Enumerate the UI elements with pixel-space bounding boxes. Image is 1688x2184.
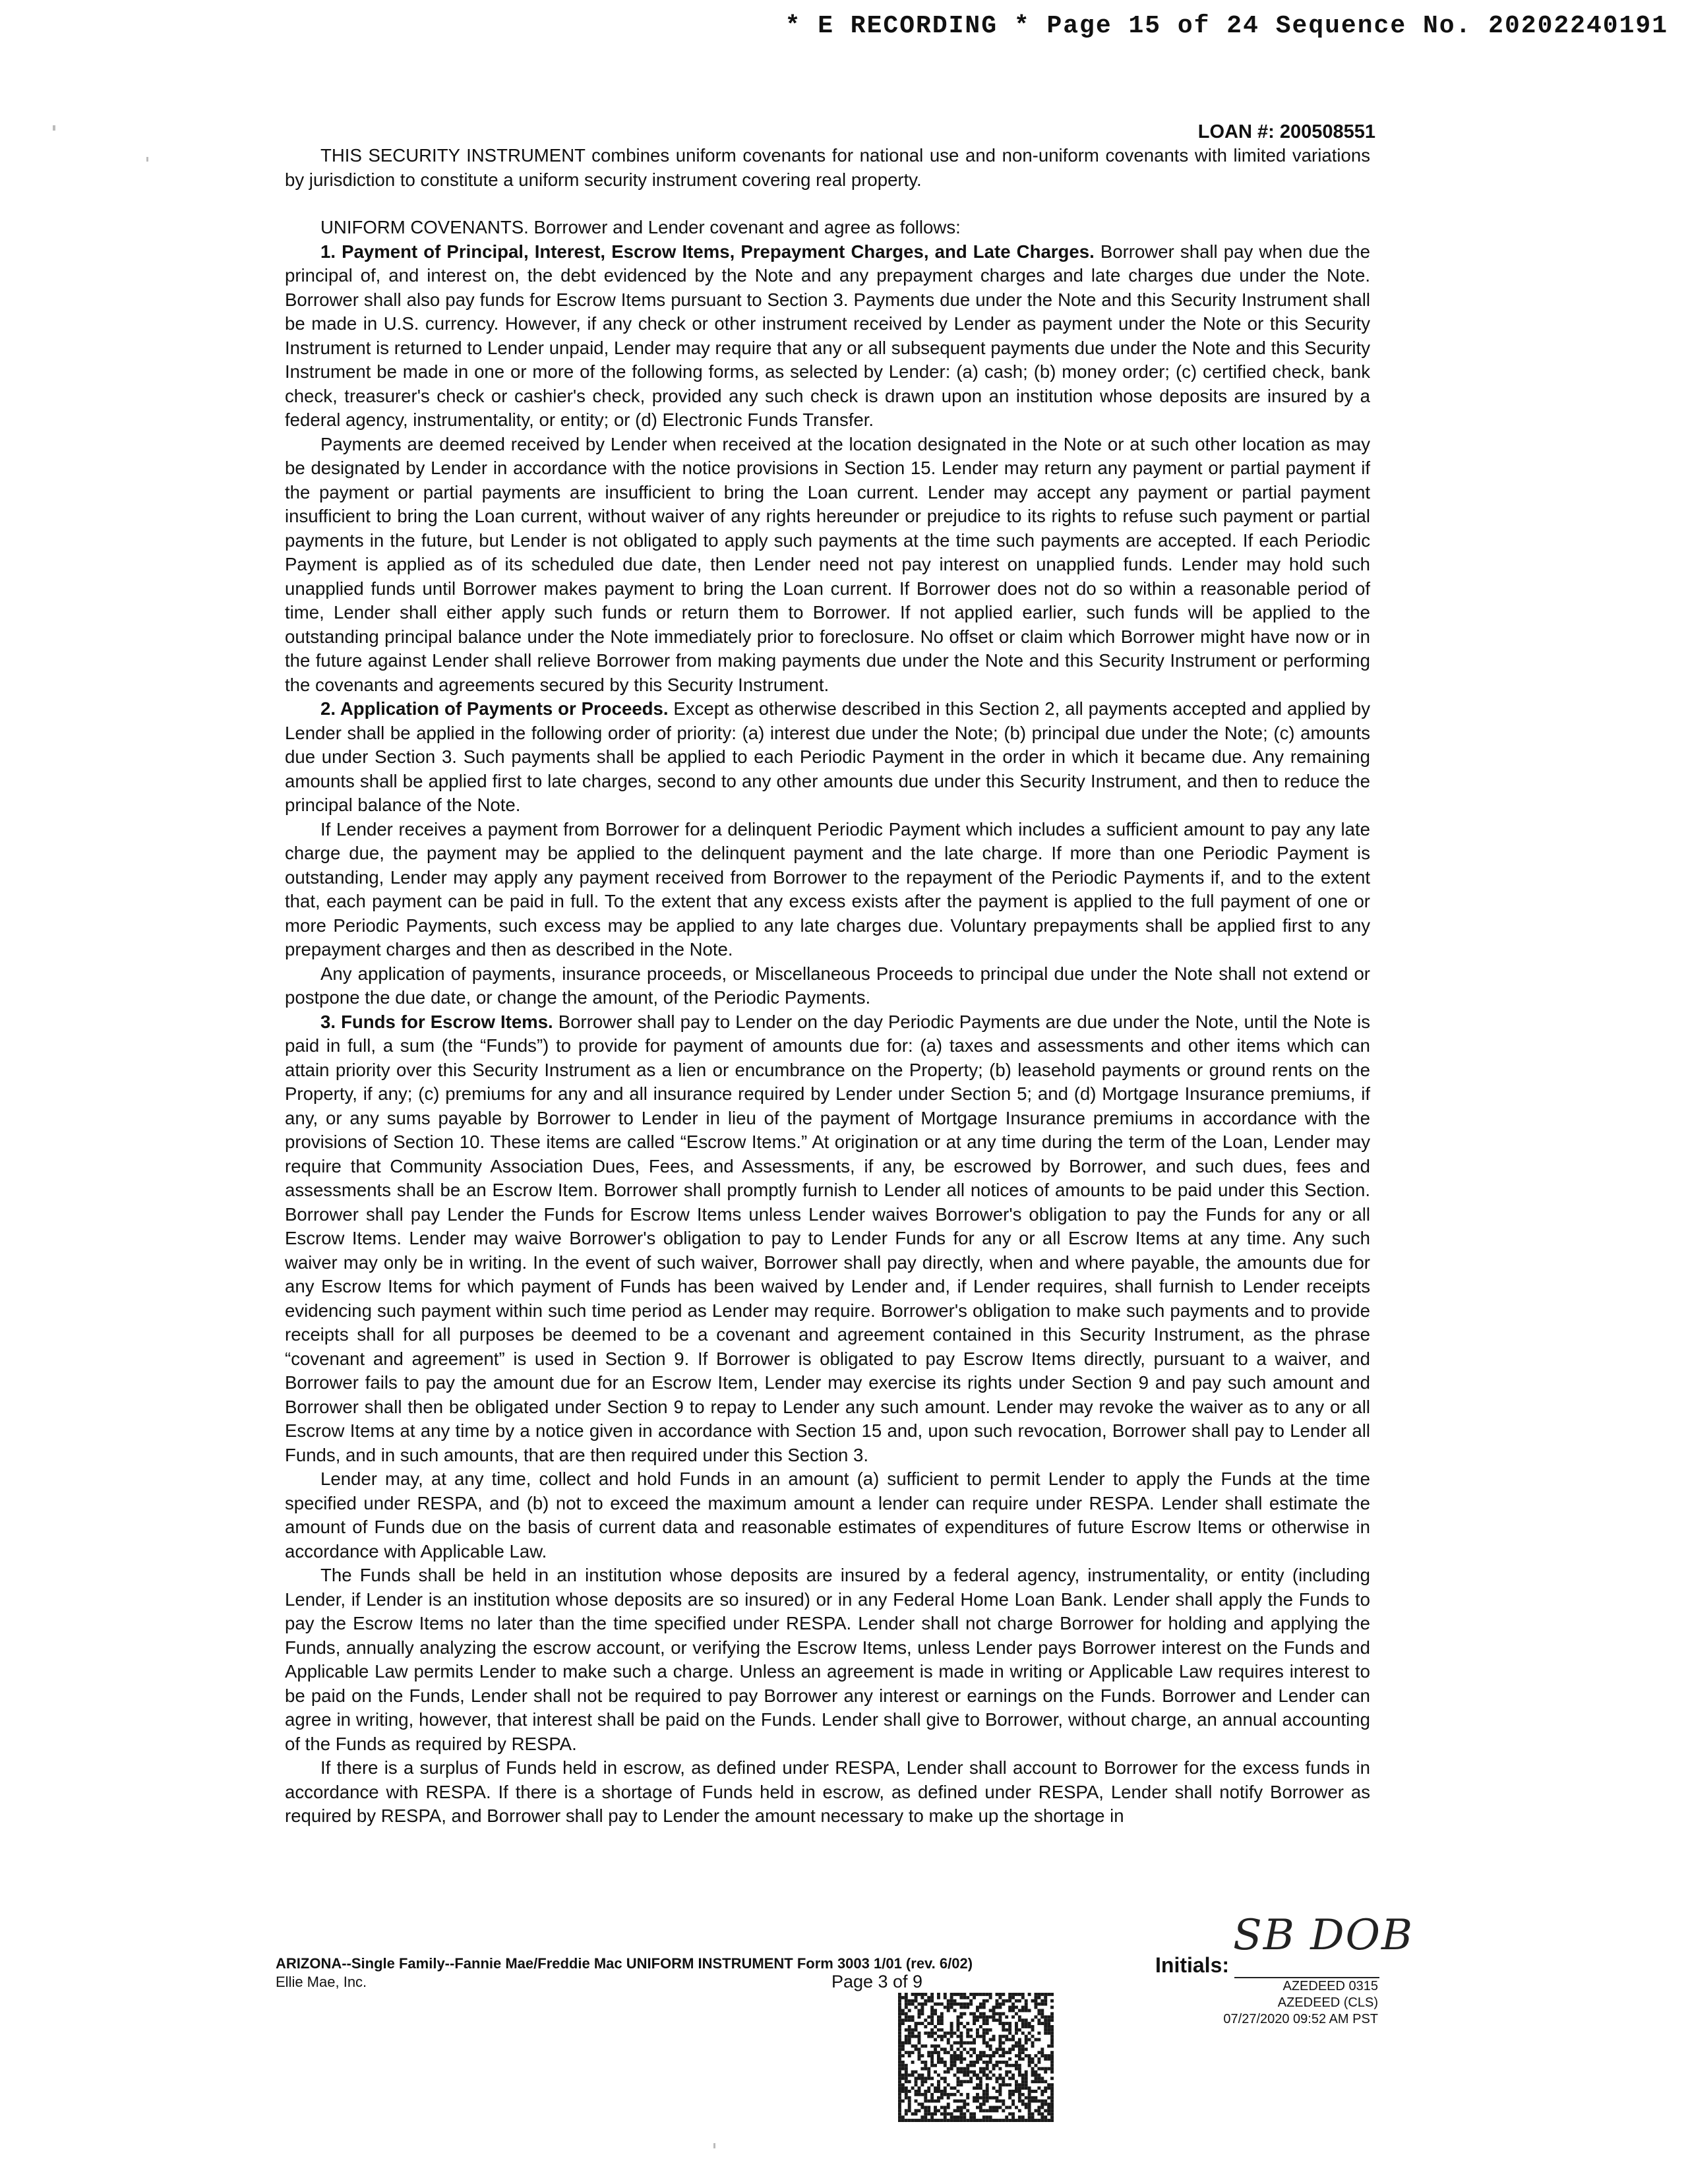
stamp-line-2: AZEDEED (CLS) bbox=[1277, 1995, 1378, 2010]
section-2-text: Except as otherwise described in this Section 2, all payments accepted and applied by Lender shall be applied in the following order of priority: (a) interest due under the Note; (b) principal due under the Note; (c) amounts due under Section 3. Such payments shall be applied to each Periodic Payment in the order in which it became due. Any remaining amounts shall be applied first to late charges, second to any other amounts due under this Security Instrument, and then to reduce the principal balance of the Note. bbox=[285, 698, 1370, 815]
section-1-heading: 1. Payment of Principal, Interest, Escrow Items, Prepayment Charges, and Late Charges. bbox=[320, 241, 1095, 262]
section-2 bbox=[285, 697, 1370, 818]
section-3 bbox=[285, 1010, 1370, 1468]
footer-form-info bbox=[276, 1955, 1133, 1991]
scan-speck bbox=[146, 157, 148, 162]
section-3-text: Borrower shall pay to Lender on the day Periodic Payments are due under the Note, until the Note is paid in full, a sum (the “Funds”) to provide for payment of amounts due for: (a) taxes and assessments and other items which can attain priority over this Security Instrument as a lien or encumbrance on the Property; (b) leasehold payments or ground rents on the Property, if any; (c) premiums for any and all insurance required by Lender under Section 5; and (d) Mortgage Insurance premiums, if any, or any sums payable by Borrower to Lender in lieu of the payment of Mortgage Insurance premiums in accordance with the provisions of Section 10. These items are called “Escrow Items.” At origination or at any time during the term of the Loan, Lender may require that Community Association Dues, Fees, and Assessments, if any, be escrowed by Borrower, and such dues, fees and assessments shall be an Escrow Item. Borrower shall promptly furnish to Lender all notices of amounts to be paid under this Section. Borrower shall pay Lender the Funds for Escrow Items unless Lender waives Borrower's obligation to pay the Funds for any or all Escrow Items. Lender may waive Borrower's obligation to pay to Lender Funds for any or all Escrow Items at any time. Any such waiver may only be in writing. In the event of such waiver, Borrower shall pay directly, when and where payable, the amounts due for any Escrow Items for which payment of Funds has been waived by Lender and, if Lender requires, shall furnish to Lender receipts evidencing such payment within such time period as Lender may require. Borrower's obligation to make such payments and to provide receipts shall for all purposes be deemed to be a covenant and agreement contained in this Security Instrument, as the phrase “covenant and agreement” is used in Section 9. If Borrower is obligated to pay Escrow Items directly, pursuant to a waiver, and Borrower fails to pay the amount due for an Escrow Item, Lender may exercise its rights under Section 9 and pay such amount and Borrower shall then be obligated under Section 9 to repay to Lender any such amount. Lender may revoke the waiver as to any or all Escrow Items at any time by a notice given in accordance with Section 15 and, upon such revocation, Borrower shall pay to Lender all Funds, and in such amounts, that are then required under this Section 3. bbox=[285, 1011, 1370, 1465]
page-number: Page 3 of 9 bbox=[831, 1972, 923, 1991]
paragraph-intro: THIS SECURITY INSTRUMENT combines uniform covenants for national use and non-uniform covenants with limited variations by jurisdiction to constitute a uniform security instrument covering real property. bbox=[285, 145, 1370, 190]
initials-label: Initials: bbox=[1155, 1953, 1230, 1977]
section-3-heading: 3. Funds for Escrow Items. bbox=[320, 1011, 553, 1032]
section-1-paragraph-2: Payments are deemed received by Lender when received at the location designated in the Note or at such other location as may be designated by Lender in accordance with the notice provisions in Section 15. Lender may return any payment or partial payment if the payment or partial payments are insufficient to bring the Loan current. Lender may accept any payment or partial payment insufficient to bring the Loan current, without waiver of any rights hereunder or prejudice to its rights to refuse such payment or partial payments in the future, but Lender is not obligated to apply such payments at the time such payments are accepted. If each Periodic Payment is applied as of its scheduled due date, then Lender need not pay interest on unapplied funds. Lender may hold such unapplied funds until Borrower makes payment to bring the Loan current. If Borrower does not do so within a reasonable period of time, Lender shall either apply such funds or return them to Borrower. If not applied earlier, such funds will be applied to the outstanding principal balance under the Note immediately prior to foreclosure. No offset or claim which Borrower might have now or in the future against Lender shall relieve Borrower from making payments due under the Note and this Security Instrument or performing the covenants and agreements secured by this Security Instrument. bbox=[285, 433, 1370, 695]
section-3-paragraph-3: The Funds shall be held in an institution whose deposits are insured by a federal agency, instrumentality, or entity (including Lender, if Lender is an institution whose deposits are so insured) or in any Federal Home Loan Bank. Lender shall apply the Funds to pay the Escrow Items no later than the time specified under RESPA. Lender shall not charge Borrower for holding and applying the Funds, annually analyzing the escrow account, or verifying the Escrow Items, unless Lender pays Borrower interest on the Funds and Applicable Law permits Lender to make such a charge. Unless an agreement is made in writing or Applicable Law requires interest to be paid on the Funds, Lender shall not be required to pay Borrower any interest or earnings on the Funds. Borrower and Lender can agree in writing, however, that interest shall be paid on the Funds. Lender shall give to Borrower, without charge, an annual accounting of the Funds as required by RESPA. bbox=[285, 1565, 1370, 1754]
section-3-paragraph-4: If there is a surplus of Funds held in escrow, as defined under RESPA, Lender shall account to Borrower for the excess funds in accordance with RESPA. If there is a shortage of Funds held in escrow, as defined under RESPA, Lender shall notify Borrower as required by RESPA, and Borrower shall pay to Lender the amount necessary to make up the shortage in bbox=[285, 1757, 1370, 1826]
company-name: Ellie Mae, Inc. bbox=[276, 1974, 367, 1990]
2d-barcode bbox=[898, 1993, 1054, 2122]
stamp-timestamp: 07/27/2020 09:52 AM PST bbox=[1223, 2012, 1378, 2026]
section-3-paragraph-2: Lender may, at any time, collect and hold Funds in an amount (a) sufficient to permit Lender to apply the Funds at the time specified under RESPA, and (b) not to exceed the maximum amount a lender can require under RESPA. Lender shall estimate the amount of Funds due on the basis of current data and reasonable estimates of expenditures of future Escrow Items or otherwise in accordance with Applicable Law. bbox=[285, 1469, 1370, 1562]
paragraph-uniform-covenants: UNIFORM COVENANTS. Borrower and Lender covenant and agree as follows: bbox=[320, 217, 961, 237]
recording-stamp bbox=[1141, 1978, 1378, 2028]
section-2-paragraph-2: If Lender receives a payment from Borrower for a delinquent Periodic Payment which includes a sufficient amount to pay any late charge due, the payment may be applied to the delinquent payment and the late charge. If more than one Periodic Payment is outstanding, Lender may apply any payment received from Borrower to the repayment of the Periodic Payments if, and to the extent that, each payment can be paid in full. To the extent that any excess exists after the payment is applied to the full payment of one or more Periodic Payments, such excess may be applied to any late charges due. Voluntary prepayments shall be applied first to any prepayment charges and then as described in the Note. bbox=[285, 818, 1370, 959]
recording-header: * E RECORDING * Page 15 of 24 Sequence No. 20202240191 bbox=[785, 12, 1668, 40]
loan-number: LOAN #: 200508551 bbox=[1197, 121, 1375, 142]
section-1 bbox=[285, 240, 1370, 433]
section-1-text: Borrower shall pay when due the principal of, and interest on, the debt evidenced by the Note and any prepayment charges and late charges due under the Note. Borrower shall also pay funds for Escrow Items pursuant to Section 3. Payments due under the Note and this Security Instrument shall be made in U.S. currency. However, if any check or other instrument received by Lender as payment under the Note or this Security Instrument is returned to Lender unpaid, Lender may require that any or all subsequent payments due under the Note and this Security Instrument be made in one or more of the following forms, as selected by Lender: (a) cash; (b) money order; (c) certified check, bank check, treasurer's check or cashier's check, provided any such check is drawn upon an institution whose deposits are insured by a federal agency, instrumentality, or entity; or (d) Electronic Funds Transfer. bbox=[285, 241, 1370, 430]
section-2-paragraph-3: Any application of payments, insurance proceeds, or Miscellaneous Proceeds to principal due under the Note shall not extend or postpone the due date, or change the amount, of the Periodic Payments. bbox=[285, 963, 1370, 1008]
section-2-heading: 2. Application of Payments or Proceeds. bbox=[320, 698, 669, 719]
document-body bbox=[285, 144, 1370, 1829]
stamp-line-1: AZEDEED 0315 bbox=[1282, 1979, 1378, 1993]
initials-signature: SB DOB bbox=[1233, 1911, 1414, 1960]
form-identifier: ARIZONA--Single Family--Fannie Mae/Freddie Mac UNIFORM INSTRUMENT Form 3003 1/01 (rev. 6/02) bbox=[276, 1955, 973, 1972]
scan-speck bbox=[53, 125, 55, 131]
scan-speck bbox=[713, 2143, 715, 2148]
